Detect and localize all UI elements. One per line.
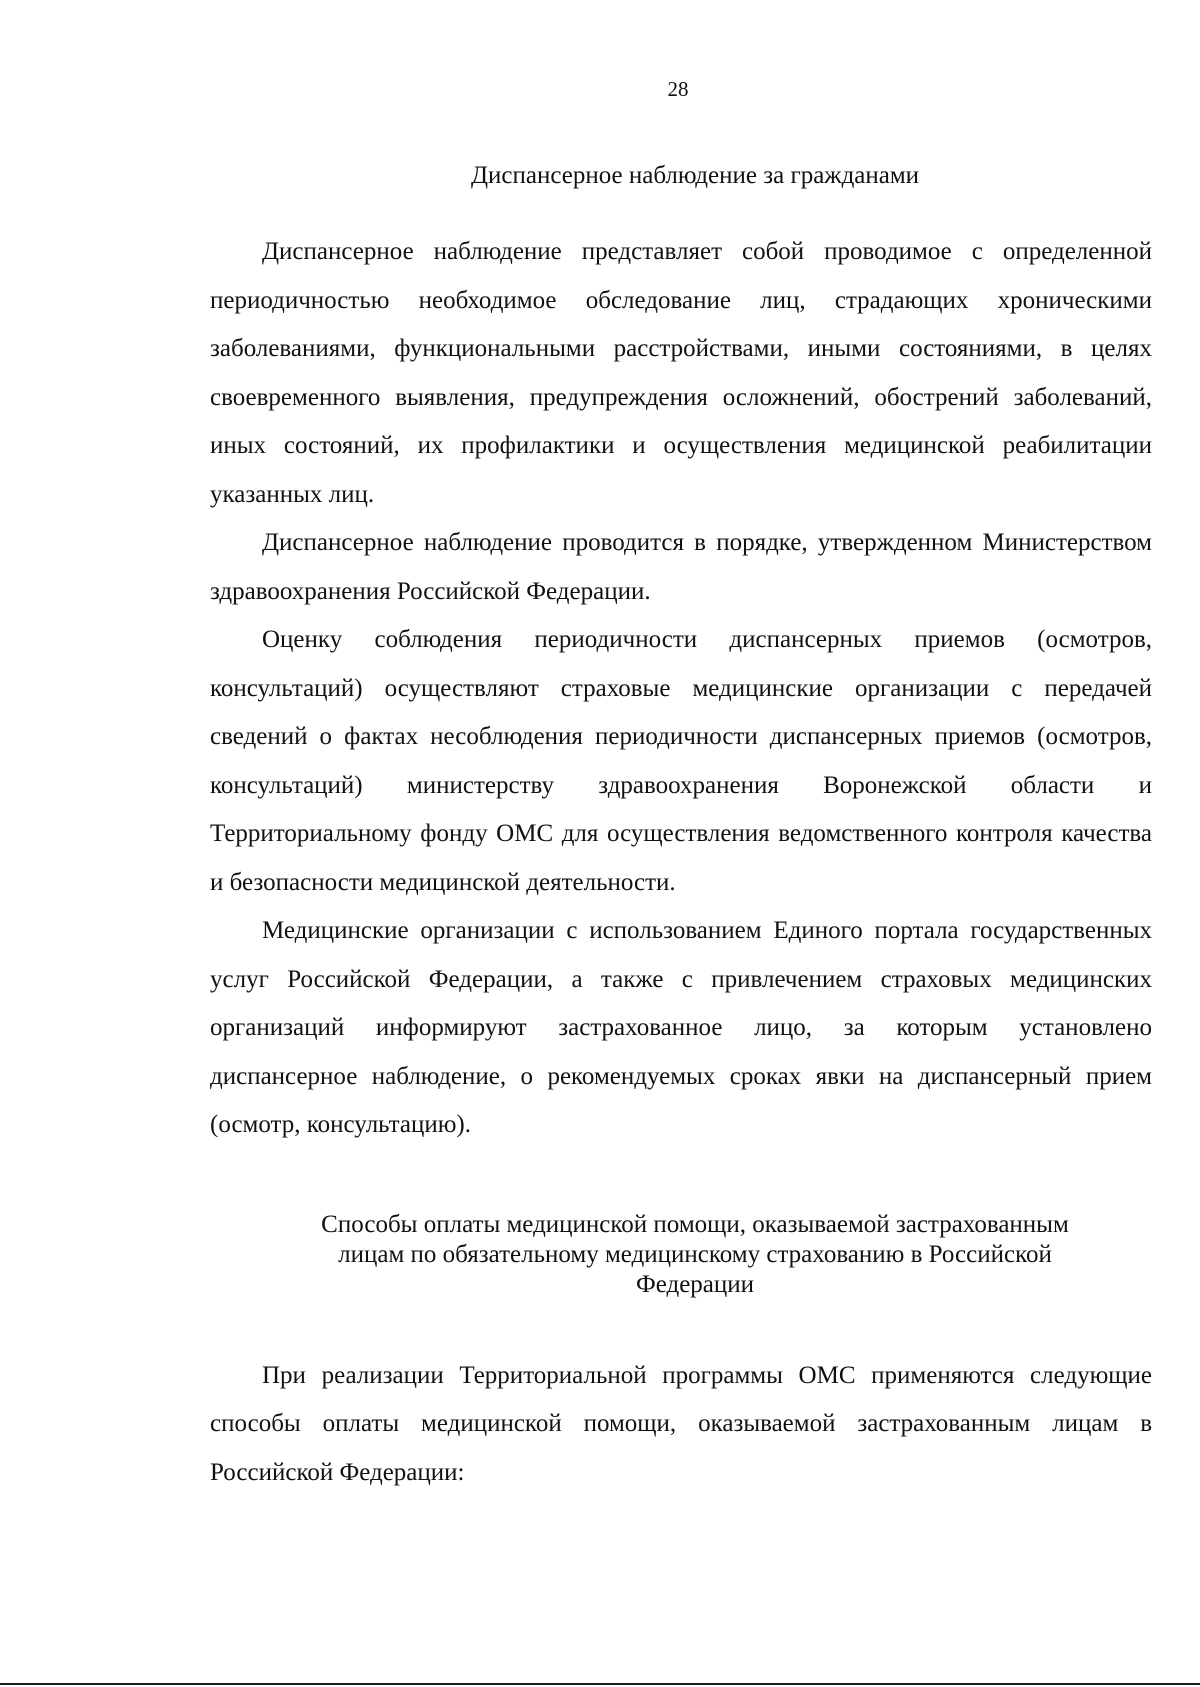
bottom-divider (0, 1683, 1200, 1685)
section-heading-dispensary: Диспансерное наблюдение за гражданами (470, 162, 920, 189)
paragraph-payment-methods-intro: При реализации Территориальной программы ОМС применяются следующие способы оплаты медицинской помощи, оказываемой застрахованным лицам в Российской Федерации: (210, 1361, 1152, 1486)
page-number: 28 (667, 77, 689, 101)
paragraph-dispensary-procedure: Диспансерное наблюдение проводится в порядке, утвержденном Министерством здравоохранения Российской Федерации. (210, 529, 1152, 605)
heading-line: лицам по обязательному медицинскому страхованию в Российской (338, 1240, 1052, 1268)
paragraph-informing-insured: Медицинские организации с использованием Единого портала государственных услуг Российской Федерации, а также с привлечением страховых медицинских организаций информируют застрахованное лицо, за которым установлено диспансерное наблюдение, о рекомендуемых сроках явки на диспансерный прием (осмотр, консультацию). (210, 917, 1152, 1138)
paragraph-dispensary-definition: Диспансерное наблюдение представляет собой проводимое с определенной периодичностью необходимое обследование лиц, страдающих хроническими заболеваниями, функциональными расстройствами, иными состояниями, в целях своевременного выявления, предупреждения осложнений, обострений заболеваний, иных состояний, их профилактики и осуществления медицинской реабилитации указанных лиц. (210, 238, 1152, 508)
section-heading-payment-methods (210, 1210, 1152, 1300)
document-body (210, 154, 1152, 1497)
heading-line: Федерации (635, 1270, 755, 1298)
paragraph-periodicity-assessment: Оценку соблюдения периодичности диспансерных приемов (осмотров, консультаций) осуществляют страховые медицинские организации с передачей сведений о фактах несоблюдения периодичности диспансерных приемов (осмотров, консультаций) министерству здравоохранения Воронежской области и Территориальному фонду ОМС для осуществления ведомственного контроля качества и безопасности медицинской деятельности. (210, 626, 1152, 896)
heading-line: Способы оплаты медицинской помощи, оказываемой застрахованным (321, 1210, 1069, 1238)
